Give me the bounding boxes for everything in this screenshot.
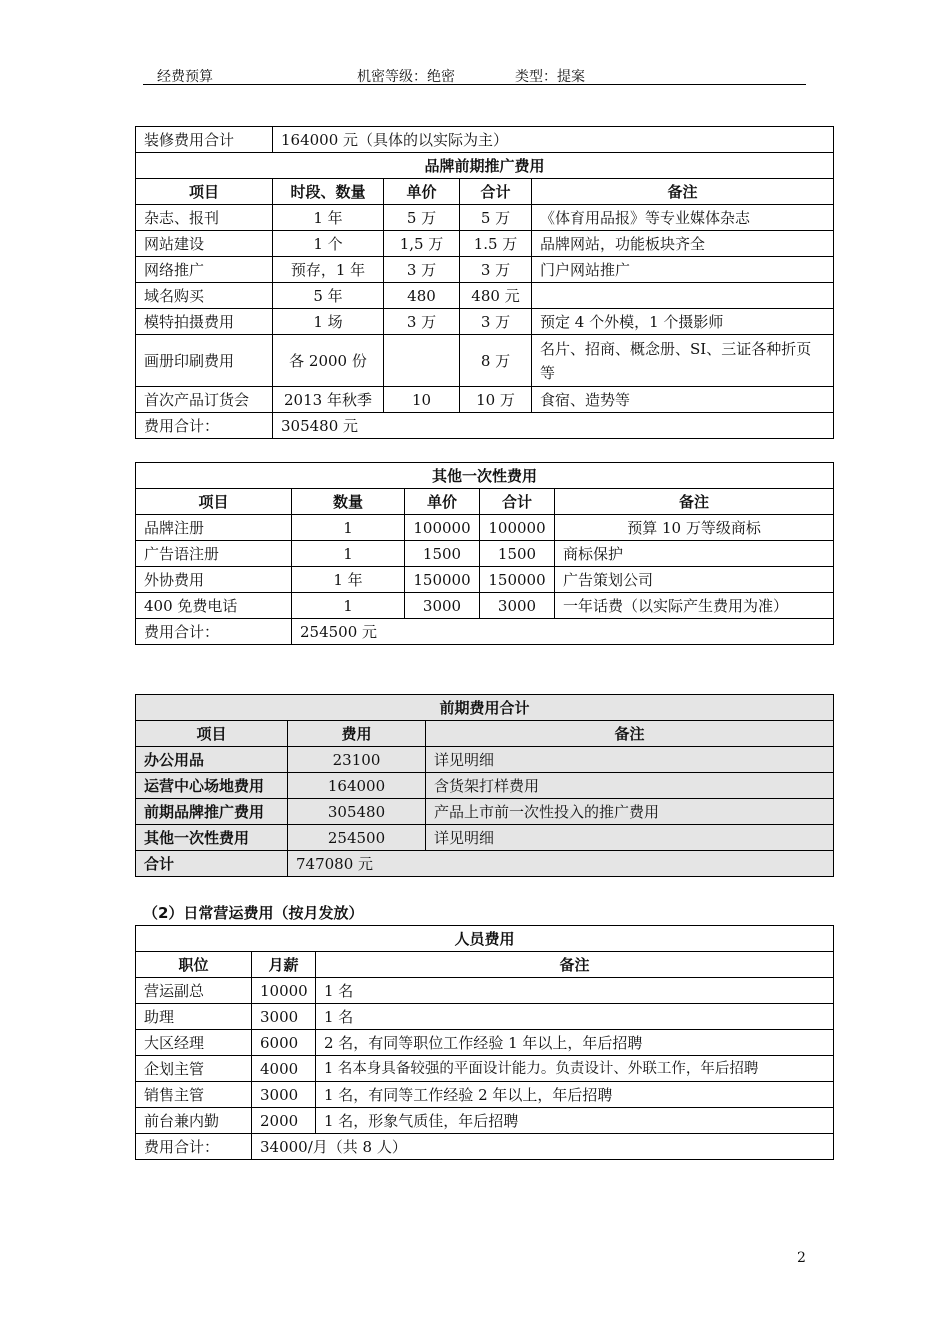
cell: 一年话费（以实际产生费用为准） <box>555 593 834 619</box>
total-value: 34000/月（共 8 人） <box>252 1134 834 1160</box>
cell: 模特拍摄费用 <box>136 309 273 335</box>
cell: 预算 10 万等级商标 <box>555 515 834 541</box>
initial-costs-summary-table <box>135 694 834 877</box>
cell: 10 万 <box>460 387 532 413</box>
cell: 305480 <box>288 799 426 825</box>
cell: 1 年 <box>273 205 384 231</box>
cell: 首次产品订货会 <box>136 387 273 413</box>
one-time-costs-table <box>135 462 834 645</box>
cell: 食宿、造势等 <box>532 387 834 413</box>
decoration-total-value: 164000 元（具体的以实际为主） <box>273 127 834 153</box>
total-value: 305480 元 <box>273 413 834 439</box>
cell: 预存，1 年 <box>273 257 384 283</box>
cell: 品牌注册 <box>136 515 292 541</box>
cell: 域名购买 <box>136 283 273 309</box>
cell: 企划主管 <box>136 1056 252 1082</box>
cell: 预定 4 个外模，1 个摄影师 <box>532 309 834 335</box>
cell: 1.5 万 <box>460 231 532 257</box>
cell: 2013 年秋季 <box>273 387 384 413</box>
cell <box>384 335 460 387</box>
cell: 网站建设 <box>136 231 273 257</box>
table-title: 其他一次性费用 <box>136 463 834 489</box>
cell: 3 万 <box>460 257 532 283</box>
cell: 前台兼内勤 <box>136 1108 252 1134</box>
table-header-row <box>136 489 834 515</box>
table-row <box>136 231 834 257</box>
cell: 产品上市前一次性投入的推广费用 <box>426 799 834 825</box>
table-row <box>136 1004 834 1030</box>
cell: 名片、招商、概念册、SI、三证各种折页等 <box>532 335 834 387</box>
cell: 164000 <box>288 773 426 799</box>
table-header-row <box>136 721 834 747</box>
cell: 10 <box>384 387 460 413</box>
cell: 1 名本身具备较强的平面设计能力。负责设计、外联工作，年后招聘 <box>316 1056 834 1082</box>
cell: 3000 <box>252 1004 316 1030</box>
cell: 1 <box>292 515 405 541</box>
header-type: 类型：提案 <box>515 69 585 85</box>
table-total-row <box>136 413 834 439</box>
column-header: 时段、数量 <box>273 179 384 205</box>
column-header: 备注 <box>555 489 834 515</box>
table-row <box>136 335 834 387</box>
table-row <box>136 257 834 283</box>
cell: 150000 <box>405 567 480 593</box>
table-row <box>136 1082 834 1108</box>
total-label: 费用合计： <box>136 1134 252 1160</box>
table-title: 人员费用 <box>136 926 834 952</box>
table-row <box>136 978 834 1004</box>
cell: 助理 <box>136 1004 252 1030</box>
column-header: 备注 <box>316 952 834 978</box>
cell: 1 <box>292 541 405 567</box>
table-row <box>136 825 834 851</box>
cell <box>532 283 834 309</box>
cell: 10000 <box>252 978 316 1004</box>
cell: 400 免费电话 <box>136 593 292 619</box>
cell: 营运副总 <box>136 978 252 1004</box>
table-row <box>136 283 834 309</box>
decoration-total-label: 装修费用合计 <box>136 127 273 153</box>
table-row <box>136 593 834 619</box>
cell: 2 名，有同等职位工作经验 1 年以上，年后招聘 <box>316 1030 834 1056</box>
column-header: 单价 <box>405 489 480 515</box>
cell: 大区经理 <box>136 1030 252 1056</box>
total-label: 费用合计： <box>136 619 292 645</box>
table-row <box>136 515 834 541</box>
table-row <box>136 1108 834 1134</box>
cell: 23100 <box>288 747 426 773</box>
table-row <box>136 309 834 335</box>
cell: 1,5 万 <box>384 231 460 257</box>
cell: 1 名 <box>316 1004 834 1030</box>
cell: 480 <box>384 283 460 309</box>
cell: 1 名，有同等工作经验 2 年以上，年后招聘 <box>316 1082 834 1108</box>
cell: 销售主管 <box>136 1082 252 1108</box>
cell: 1 个 <box>273 231 384 257</box>
cell: 5 万 <box>460 205 532 231</box>
table-row <box>136 567 834 593</box>
cell: 5 万 <box>384 205 460 231</box>
cell: 办公用品 <box>136 747 288 773</box>
cell: 商标保护 <box>555 541 834 567</box>
column-header: 合计 <box>460 179 532 205</box>
cell: 1500 <box>405 541 480 567</box>
table-total-row <box>136 851 834 877</box>
cell: 254500 <box>288 825 426 851</box>
table-row <box>136 387 834 413</box>
column-header: 备注 <box>532 179 834 205</box>
cell: 详见明细 <box>426 747 834 773</box>
cell: 1500 <box>480 541 555 567</box>
column-header: 单价 <box>384 179 460 205</box>
table-header-row <box>136 952 834 978</box>
page-header <box>143 64 806 85</box>
cell: 前期品牌推广费用 <box>136 799 288 825</box>
cell: 3 万 <box>384 257 460 283</box>
cell: 3000 <box>405 593 480 619</box>
cell: 1 <box>292 593 405 619</box>
cell: 1 年 <box>292 567 405 593</box>
column-header: 项目 <box>136 489 292 515</box>
cell: 广告策划公司 <box>555 567 834 593</box>
table-title: 品牌前期推广费用 <box>136 153 834 179</box>
table-row <box>136 1056 834 1082</box>
personnel-costs-table <box>135 925 834 1160</box>
header-confidentiality: 机密等级：绝密 <box>357 69 455 85</box>
cell: 《体育用品报》等专业媒体杂志 <box>532 205 834 231</box>
cell: 3000 <box>480 593 555 619</box>
cell: 其他一次性费用 <box>136 825 288 851</box>
column-header: 合计 <box>480 489 555 515</box>
cell: 杂志、报刊 <box>136 205 273 231</box>
cell: 5 年 <box>273 283 384 309</box>
cell: 广告语注册 <box>136 541 292 567</box>
table-row <box>136 541 834 567</box>
table-total-row <box>136 619 834 645</box>
column-header: 项目 <box>136 179 273 205</box>
cell: 运营中心场地费用 <box>136 773 288 799</box>
cell: 1 名，形象气质佳，年后招聘 <box>316 1108 834 1134</box>
cell: 品牌网站，功能板块齐全 <box>532 231 834 257</box>
cell: 8 万 <box>460 335 532 387</box>
table-row <box>136 127 834 153</box>
table-row <box>136 205 834 231</box>
cell: 各 2000 份 <box>273 335 384 387</box>
cell: 网络推广 <box>136 257 273 283</box>
total-value: 254500 元 <box>292 619 834 645</box>
page-number: 2 <box>797 1250 806 1266</box>
cell: 4000 <box>252 1056 316 1082</box>
cell: 详见明细 <box>426 825 834 851</box>
cell: 100000 <box>480 515 555 541</box>
total-label: 合计 <box>136 851 288 877</box>
table-row <box>136 747 834 773</box>
table-total-row <box>136 1134 834 1160</box>
cell: 1 场 <box>273 309 384 335</box>
cell: 1 名 <box>316 978 834 1004</box>
column-header: 数量 <box>292 489 405 515</box>
total-value: 747080 元 <box>288 851 834 877</box>
total-label: 费用合计： <box>136 413 273 439</box>
column-header: 职位 <box>136 952 252 978</box>
table-header-row <box>136 179 834 205</box>
cell: 150000 <box>480 567 555 593</box>
cell: 含货架打样费用 <box>426 773 834 799</box>
table-row <box>136 1030 834 1056</box>
column-header: 月薪 <box>252 952 316 978</box>
header-doc-name: 经费预算 <box>157 69 213 85</box>
table-row <box>136 773 834 799</box>
column-header: 项目 <box>136 721 288 747</box>
cell: 480 元 <box>460 283 532 309</box>
cell: 6000 <box>252 1030 316 1056</box>
cell: 100000 <box>405 515 480 541</box>
cell: 2000 <box>252 1108 316 1134</box>
column-header: 备注 <box>426 721 834 747</box>
table-title: 前期费用合计 <box>136 695 834 721</box>
cell: 3 万 <box>460 309 532 335</box>
cell: 画册印刷费用 <box>136 335 273 387</box>
cell: 3 万 <box>384 309 460 335</box>
cell: 3000 <box>252 1082 316 1108</box>
column-header: 费用 <box>288 721 426 747</box>
cell: 外协费用 <box>136 567 292 593</box>
section-heading: （2）日常营运费用（按月发放） <box>143 904 364 922</box>
table-row <box>136 799 834 825</box>
cell: 门户网站推广 <box>532 257 834 283</box>
brand-promotion-table <box>135 126 834 439</box>
